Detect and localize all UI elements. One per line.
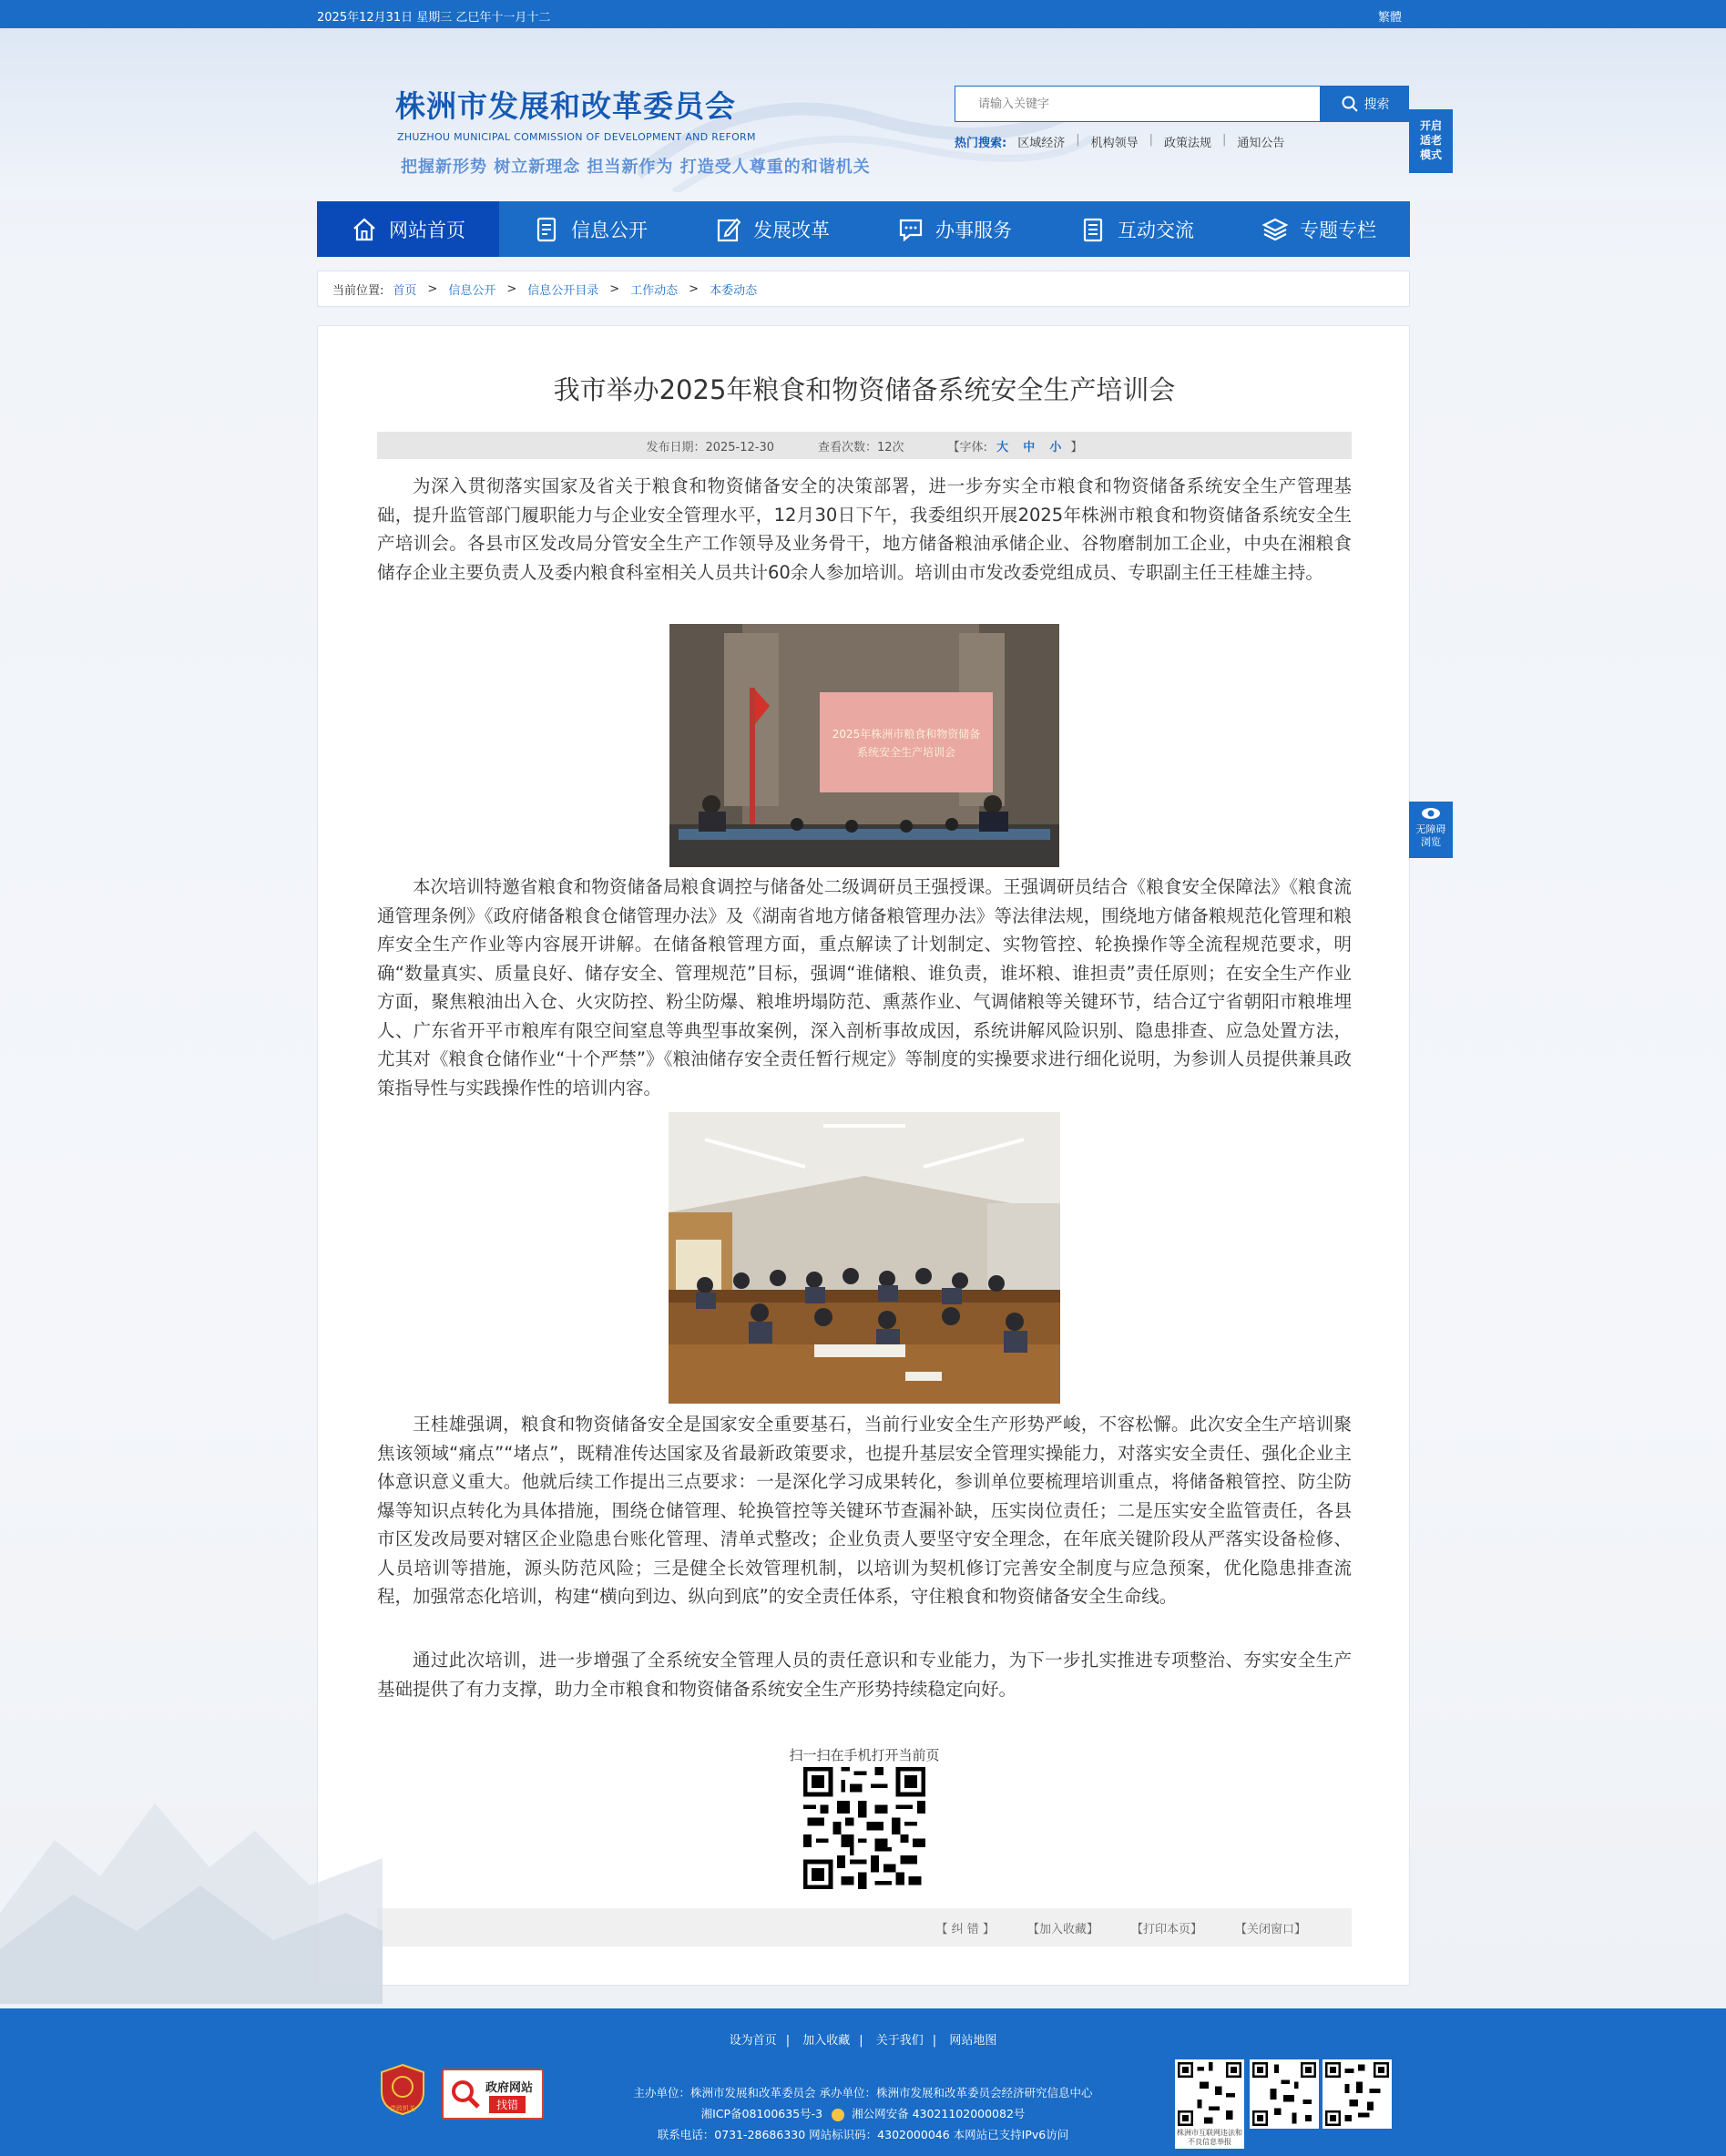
search-box (955, 86, 1321, 122)
elder-mode-button[interactable] (1409, 109, 1453, 173)
search-icon (1341, 95, 1359, 113)
site-footer (0, 2008, 1726, 2156)
search-button[interactable] (1321, 86, 1409, 122)
article-card (317, 325, 1410, 1986)
report-qr-caption: 株洲市互联网违法和不良信息举报 (1175, 2129, 1244, 2149)
home-icon (351, 216, 378, 243)
badge-line1: 政府网站 (485, 2081, 534, 2095)
site-logo-title[interactable]: 株洲市发展和改革委员会 (395, 88, 736, 124)
nav-interaction[interactable] (1046, 201, 1228, 257)
traditional-chinese-link[interactable]: 繁體 (1378, 11, 1403, 25)
hot-search-item[interactable]: 政策法规 (1164, 137, 1212, 150)
article-meta (377, 432, 1352, 459)
breadcrumb-item[interactable]: 信息公开 (448, 283, 496, 298)
breadcrumb-label: 当前位置: (332, 283, 384, 298)
chat-service-icon (897, 216, 924, 243)
banner-text-line2: 系统安全生产培训会 (856, 746, 956, 759)
article-paragraph: 为深入贯彻落实国家及省关于粮食和物资储备安全的决策部署，进一步夯实全市粮食和物资储备系统安全生产管理基础，提升监管部门履职能力与企业安全管理水平，12月30日下午，我委组织开展2025年株洲市粮食和物资储备系统安全生产培训会。各县市区发改局分管安全生产工作领导及业务骨干，地方储备粮油承储企业、谷物磨制加工企业，中央在湘粮食储存企业主要负责人及委内粮食科室相关人员共计60余人参加培训。培训由市发改委党组成员、专职副主任王桂雄主持。 (377, 475, 1352, 583)
font-size-small[interactable]: 小 (1049, 440, 1062, 455)
icp-number[interactable]: 湘ICP备08100635号-3 (700, 2107, 823, 2120)
hot-search-item[interactable]: 通知公告 (1237, 137, 1285, 150)
banner-text-line1: 2025年株洲市粮食和物资储备 (832, 728, 981, 741)
layers-icon (1261, 216, 1289, 243)
date-text: 2025年12月31日 星期三 乙巳年十一月十二 (317, 11, 551, 25)
add-favorite-link[interactable]: 【加入收藏】 (1026, 1922, 1098, 1936)
accessibility-label: 无障碍 (1415, 823, 1446, 835)
nav-home[interactable] (317, 201, 499, 257)
document-list-icon (533, 216, 560, 243)
meeting-stage-image (669, 624, 1059, 867)
breadcrumb-separator: > (609, 281, 620, 296)
site-header (0, 28, 1726, 201)
elder-mode-text: 适老 (1419, 134, 1442, 147)
police-record-number[interactable]: 湘公网安备 43021102000082号 (852, 2107, 1026, 2120)
wechat-qr-code-icon (1250, 2059, 1319, 2129)
font-size-switcher (948, 437, 1083, 455)
elder-mode-text: 开启 (1419, 119, 1442, 132)
report-error-link[interactable]: 【 纠 错 】 (935, 1922, 995, 1936)
breadcrumb-separator: > (506, 281, 517, 296)
article-paragraph: 本次培训特邀省粮食和物资储备局粮食调控与储备处二级调研员王强授课。王强调研员结合《粮食安全保障法》《粮食流通管理条例》《政府储备粮食仓储管理办法》及《湖南省地方储备粮管理办法》等法律法规，围绕地方储备粮规范化管理和粮库安全生产作业等内容展开讲解。在储备粮管理方面，重点解读了计划制定、实物管控、轮换操作等全流程规范要求，明确“数量真实、质量良好、储存安全、管理规范”目标，强调“谁储粮、谁负责，谁坏粮、谁担责”责任原则；在安全生产作业方面，聚焦粮油出入仓、火灾防控、粉尘防爆、粮堆坍塌防范、熏蒸作业、气调储粮等关键环节，结合辽宁省朝阳市粮堆埋人、广东省开平市粮库有限空间窒息等典型事故案例，深入剖析事故成因，系统讲解风险识别、隐患排查、应急处置方法，尤其对《粮食仓储作业“十个严禁”》《粮油储存安全责任暂行规定》等制度的实操要求进行细化说明，为参训人员提供兼具政策指导性与实践操作性的培训内容。 (377, 876, 1352, 1098)
footer-registration (0, 2105, 1726, 2121)
top-bar (0, 0, 1726, 28)
hot-search-item[interactable]: 机构领导 (1090, 137, 1139, 150)
nav-development-reform[interactable] (681, 201, 863, 257)
elder-mode-text: 模式 (1419, 148, 1442, 161)
footer-sponsor: 主办单位：株洲市发展和改革委员会 承办单位：株洲市发展和改革委员会经济研究信息中心 (633, 2086, 1093, 2100)
police-badge-icon (832, 2109, 844, 2121)
nav-label: 专题专栏 (1300, 219, 1376, 241)
nav-label: 信息公开 (571, 219, 648, 241)
page-qr-code-icon (803, 1767, 925, 1889)
main-nav (317, 201, 1410, 257)
search-input[interactable] (955, 87, 1320, 121)
article-title: 我市举办2025年粮食和物资储备系统安全生产培训会 (553, 374, 1176, 405)
breadcrumb (317, 271, 1410, 307)
nav-info-disclosure[interactable] (499, 201, 681, 257)
breadcrumb-separator: > (427, 281, 438, 296)
publish-date: 发布日期：2025-12-30 (646, 440, 774, 455)
nav-label: 网站首页 (389, 219, 465, 241)
accessibility-button[interactable] (1409, 802, 1453, 858)
nav-label: 互动交流 (1118, 219, 1194, 241)
nav-services[interactable] (863, 201, 1046, 257)
font-size-large[interactable]: 大 (996, 440, 1009, 455)
mountain-decoration (0, 1731, 383, 2004)
nav-label: 办事服务 (935, 219, 1012, 241)
svg-text:党政机关: 党政机关 (390, 2105, 415, 2112)
close-window-link[interactable]: 【关闭窗口】 (1234, 1922, 1306, 1936)
article-paragraph: 王桂雄强调，粮食和物资储备安全是国家安全重要基石，当前行业安全生产形势严峻，不容松懈。此次安全生产培训聚焦该领域“痛点”“堵点”，既精准传达国家及省最新政策要求，也提升基层安全管理实操能力，对落实安全责任、强化企业主体意识意义重大。他就后续工作提出三点要求：一是深化学习成果转化，参训单位要梳理培训重点，将储备粮管控、防尘防爆等知识点转化为具体措施，围绕仓储管理、轮换管控等关键环节查漏补缺，压实岗位责任；二是压实安全监管责任，各县市区发改局要对辖区企业隐患台账化管理、清单式整改；企业负责人要坚守安全理念，在年底关键阶段从严落实设备检修、人员培训等措施，源头防范风险；三是健全长效管理机制，以培训为契机修订完善安全制度与应急预案，优化隐患排查流程，加强常态化培训，构建“横向到边、纵向到底”的安全责任体系，守住粮食和物资储备安全生命线。 (377, 1414, 1352, 1607)
hot-search-label: 热门搜索: (955, 137, 1007, 150)
search-button-label: 搜索 (1363, 97, 1390, 112)
set-homepage-link[interactable]: 设为首页 (729, 2034, 777, 2048)
audience-photo (669, 1112, 1060, 1404)
font-size-end: 】 (1070, 440, 1083, 455)
article-actions (377, 1908, 1352, 1947)
print-page-link[interactable]: 【打印本页】 (1130, 1922, 1202, 1936)
clipboard-icon (1079, 216, 1107, 243)
accessibility-label: 浏览 (1421, 836, 1441, 848)
breadcrumb-item[interactable]: 本委动态 (710, 283, 758, 298)
hot-search-item[interactable]: 区域经济 (1017, 137, 1066, 150)
qr-code-label: 扫一扫在手机打开当前页 (789, 1747, 940, 1763)
meeting-stage-photo (669, 624, 1059, 867)
eye-icon (1421, 807, 1441, 820)
hot-search: 热门搜索: 区域经济 | 机构领导 | 政策法规 | 通知公告 (955, 133, 1285, 150)
audience-image (669, 1112, 1060, 1404)
breadcrumb-item[interactable]: 信息公开目录 (527, 283, 599, 298)
font-size-medium[interactable]: 中 (1023, 440, 1036, 455)
badge-line2: 找错 (489, 2096, 526, 2113)
view-count: 查看次数：12次 (818, 440, 904, 455)
site-map-link[interactable]: 网站地图 (949, 2034, 997, 2048)
site-logo-english: ZHUZHOU MUNICIPAL COMMISSION OF DEVELOPMENT AND REFORM (397, 131, 756, 143)
article-paragraph: 通过此次培训，进一步增强了全系统安全管理人员的责任意识和专业能力，为下一步扎实推进专项整治、夯实安全生产基础提供了有力支撑，助力全市粮食和物资储备系统安全生产形势持续稳定向好。 (377, 1650, 1352, 1700)
font-size-label: 【字体: (947, 440, 987, 455)
footer-links: 设为首页 | 加入收藏 | 关于我们 | 网站地图 (729, 2034, 997, 2048)
about-us-link[interactable]: 关于我们 (875, 2034, 924, 2048)
nav-special-topics[interactable] (1228, 201, 1410, 257)
breadcrumb-item[interactable]: 首页 (393, 283, 417, 298)
site-slogan: 把握新形势 树立新理念 担当新作为 打造受人尊重的和谐机关 (401, 158, 871, 177)
report-qr-code-icon (1175, 2059, 1244, 2129)
edit-icon (715, 216, 742, 243)
footer-contact: 联系电话：0731-28686330 网站标识码：4302000046 本网站已支持IPv6访问 (657, 2128, 1069, 2141)
add-favorite-footer-link[interactable]: 加入收藏 (802, 2034, 851, 2048)
breadcrumb-separator: > (689, 281, 700, 296)
weibo-qr-code-icon (1323, 2059, 1392, 2129)
nav-label: 发展改革 (753, 219, 830, 241)
breadcrumb-item[interactable]: 工作动态 (630, 283, 679, 298)
